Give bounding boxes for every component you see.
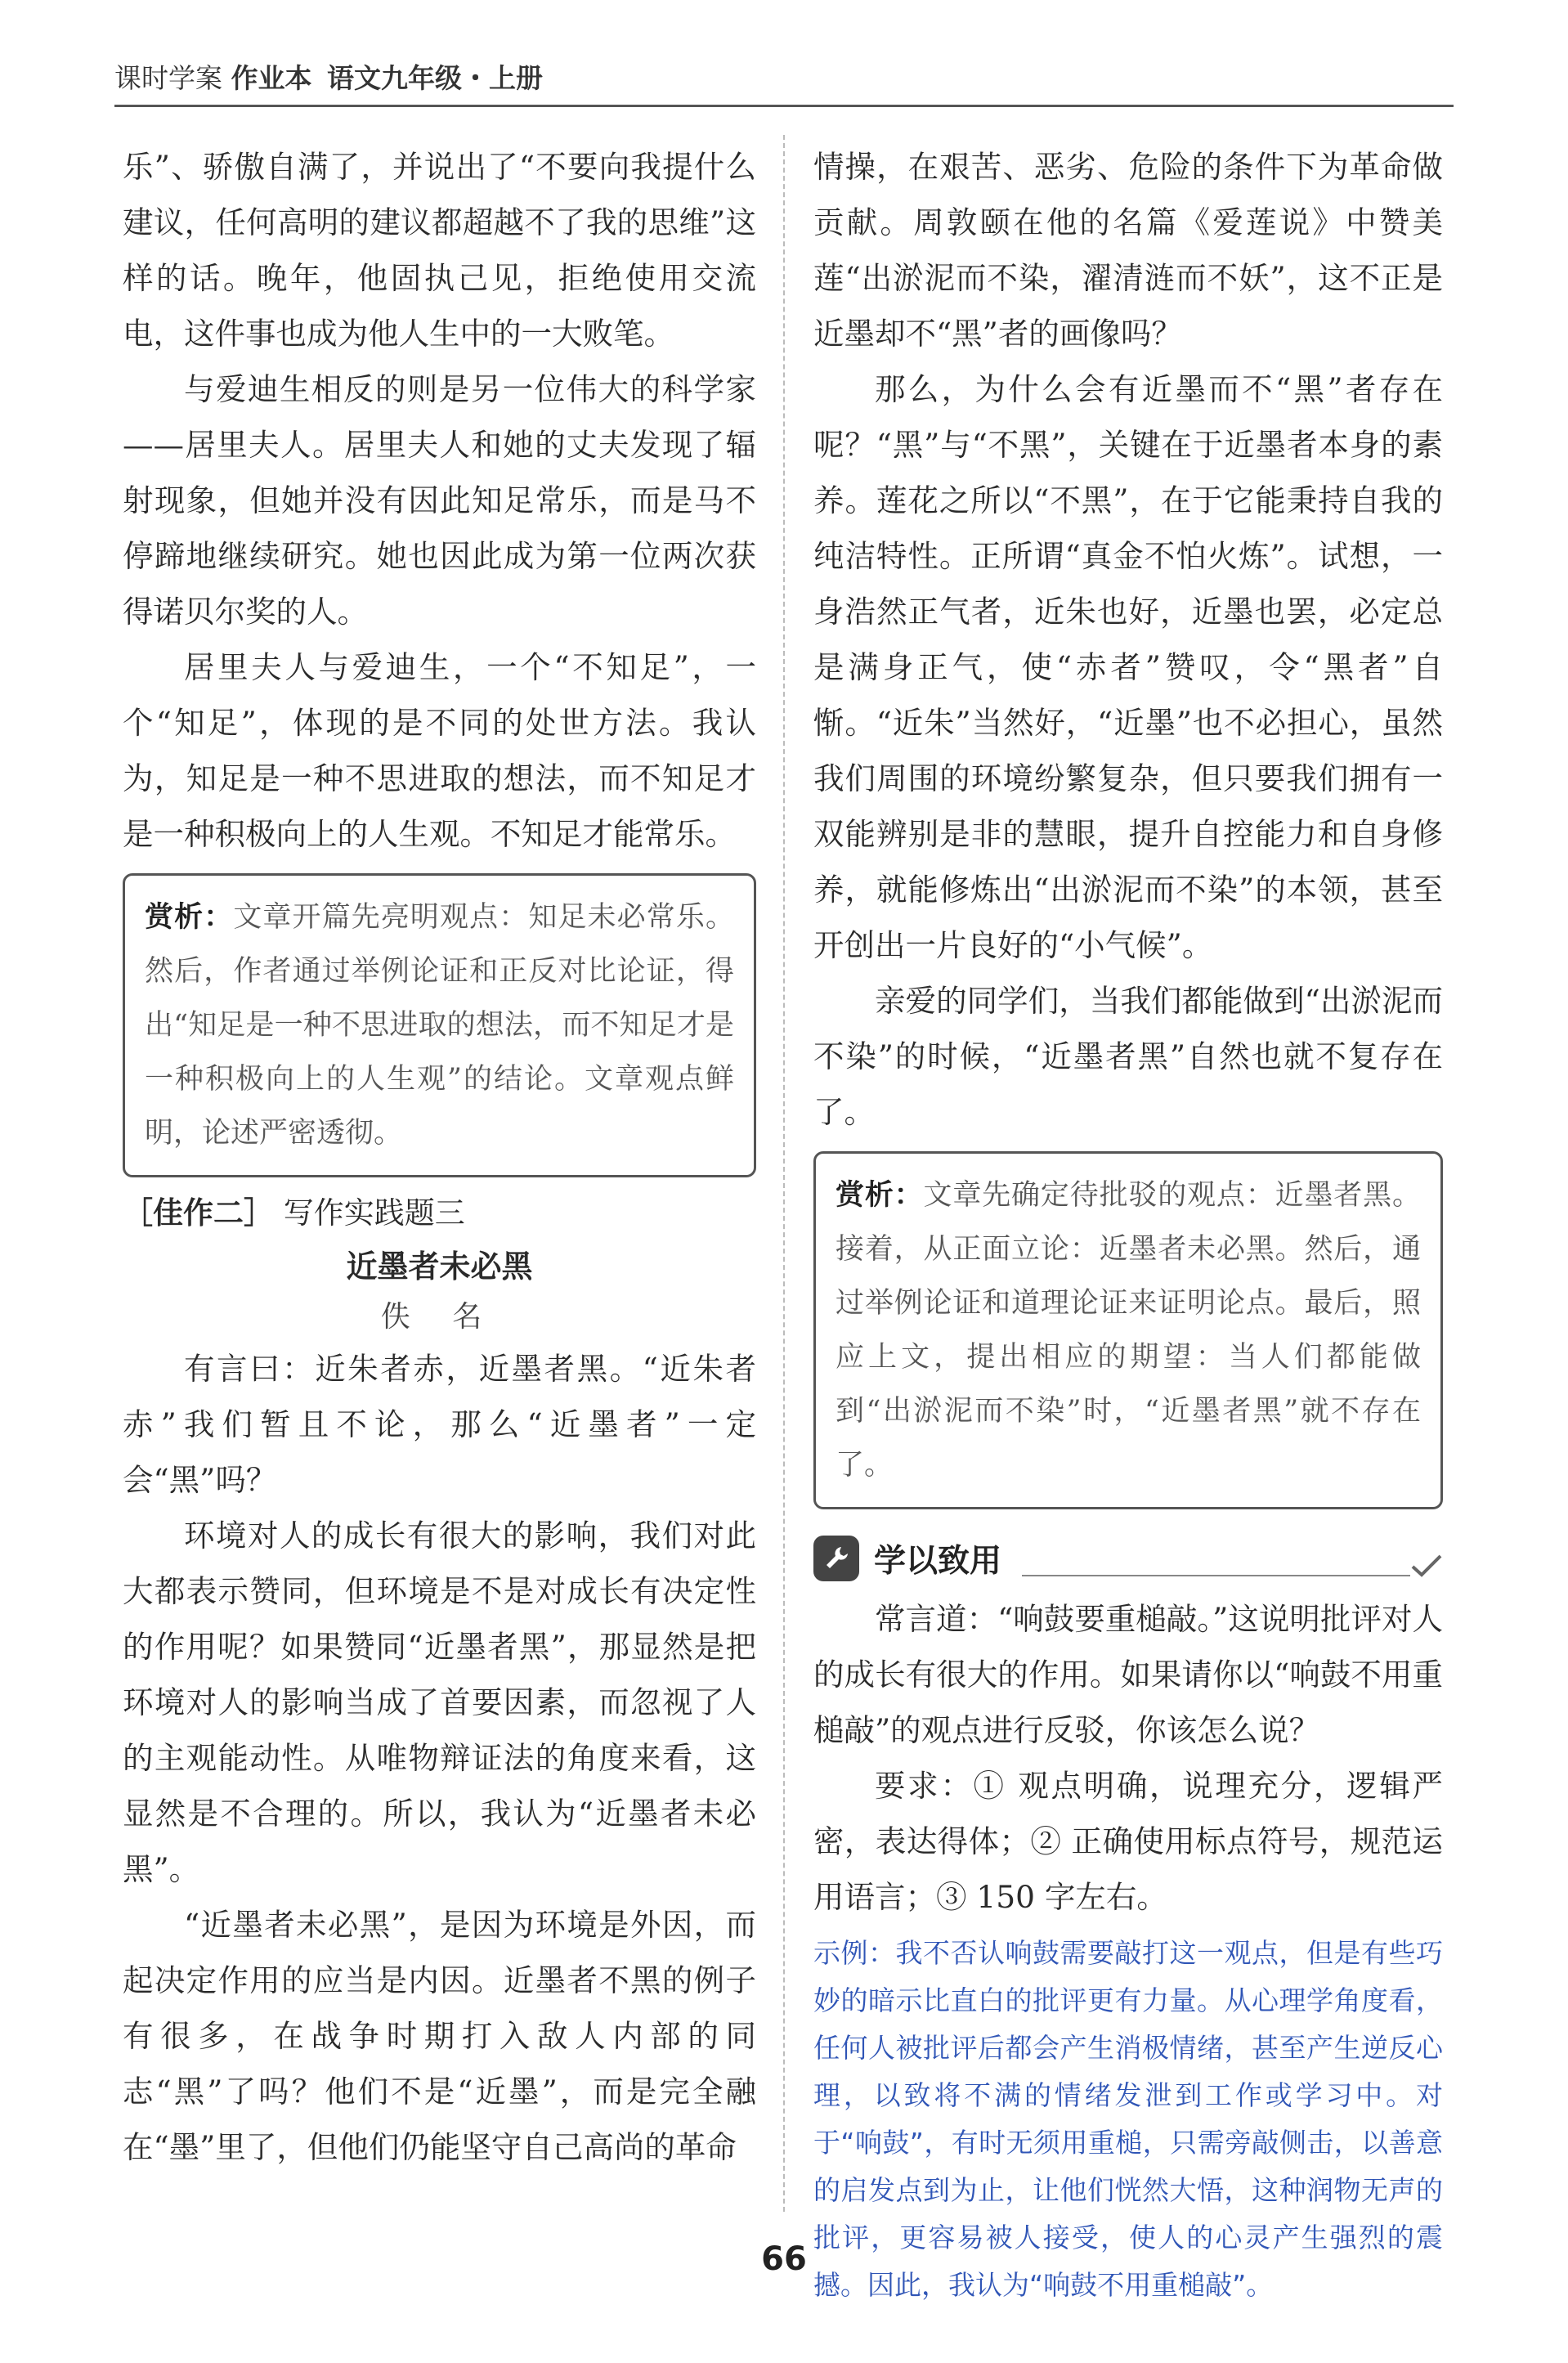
check-icon	[1410, 1554, 1443, 1578]
analysis-label: 赏析：	[145, 901, 234, 934]
section-rule	[1022, 1575, 1410, 1576]
essay-title: 近墨者未必黑	[346, 1249, 533, 1285]
book-type: 作业本	[231, 62, 312, 94]
essay-tag-text: 写作实践题三	[283, 1195, 465, 1231]
page-header	[114, 57, 543, 96]
paragraph: 与爱迪生相反的则是另一位伟大的科学家——居里夫人。居里夫人和她的丈夫发现了辐射现象，但她并没有因此知足常乐，而是马不停蹄地继续研究。她也因此成为第一位两次获得诺贝尔奖的人。	[123, 371, 756, 630]
paragraph: 情操，在艰苦、恶劣、危险的条件下为革命做贡献。周敦颐在他的名篇《爱莲说》中赞美莲“出淤泥而不染，濯清涟而不妖”，这不正是近墨却不“黑”者的画像吗？	[813, 149, 1443, 352]
wrench-icon	[813, 1536, 859, 1581]
analysis-text: 文章先确定待批驳的观点：近墨者黑。接着，从正面立论：近墨者未必黑。然后，通过举例论证和道理论证来证明论点。最后，照应上文，提出相应的期望：当人们都能做到“出淤泥而不染”时，“近墨者黑”就不存在了。	[836, 1179, 1421, 1482]
essay-tag-label: ［佳作二］	[123, 1195, 274, 1231]
paragraph: 有言曰：近朱者赤，近墨者黑。“近朱者赤”我们暂且不论，那么“近墨者”一定会“黑”吗？	[123, 1351, 756, 1498]
left-column	[123, 139, 756, 2175]
paragraph: “近墨者未必黑”，是因为环境是外因，而起决定作用的应当是内因。近墨者不黑的例子有很多，在战争时期打入敌人内部的同志“黑”了吗？他们不是“近墨”，而是完全融在“墨”里了，但他们仍能坚守自己高尚的革命	[123, 1907, 756, 2165]
analysis-label: 赏析：	[836, 1179, 924, 1212]
question-requirements: 要求：① 观点明确，说理充分，逻辑严密，表达得体；② 正确使用标点符号，规范运用语言；③ 150 字左右。	[813, 1768, 1443, 1915]
paragraph: 亲爱的同学们，当我们都能做到“出淤泥而不染”的时候，“近墨者黑”自然也就不复存在了。	[813, 983, 1443, 1130]
header-rule	[114, 105, 1454, 107]
column-divider	[783, 135, 785, 2212]
essay-author: 佚 名	[380, 1300, 499, 1334]
paragraph: 那么，为什么会有近墨而不“黑”者存在呢？“黑”与“不黑”，关键在于近墨者本身的素养。莲花之所以“不黑”，在于它能秉持自我的纯洁特性。正所谓“真金不怕火炼”。试想，一身浩然正气者，近朱也好，近墨也罢，必定总是满身正气，使“赤者”赞叹，令“黑者”自惭。“近朱”当然好，“近墨”也不必担心，虽然我们周围的环境纷繁复杂，但只要我们拥有一双能辨别是非的慧眼，提升自控能力和自身修养，就能修炼出“出淤泥而不染”的本领，甚至开创出一片良好的“小气候”。	[813, 371, 1443, 963]
paragraph: 乐”、骄傲自满了，并说出了“不要向我提什么建议，任何高明的建议都超越不了我的思维”这样的话。晚年，他固执己见，拒绝使用交流电，这件事也成为他人生中的一大败笔。	[123, 149, 756, 352]
analysis-box	[813, 1151, 1443, 1509]
book-subject: 语文九年级・上册	[327, 62, 543, 94]
answer-text: 示例：我不否认响鼓需要敲打这一观点，但是有些巧妙的暗示比直白的批评更有力量。从心理学角度看，任何人被批评后都会产生消极情绪，甚至产生逆反心理，以致将不满的情绪发泄到工作或学习中。对于“响鼓”，有时无须用重槌，只需旁敲侧击，以善意的启发点到为止，让他们恍然大悟，这种润物无声的批评，更容易被人接受，使人的心灵产生强烈的震撼。因此，我认为“响鼓不用重槌敲”。	[813, 1937, 1443, 2301]
question-text: 常言道：“响鼓要重槌敲。”这说明批评对人的成长有很大的作用。如果请你以“响鼓不用重槌敲”的观点进行反驳，你该怎么说？	[813, 1601, 1443, 1748]
section-title: 学以致用	[874, 1543, 1002, 1580]
section-header	[813, 1534, 1443, 1583]
book-series: 课时学案	[114, 62, 222, 94]
page-number: 66	[761, 2240, 807, 2278]
right-column	[813, 139, 1443, 2309]
analysis-box	[123, 873, 756, 1177]
analysis-text: 文章开篇先亮明观点：知足未必常乐。然后，作者通过举例论证和正反对比论证，得出“知足是一种不思进取的想法，而不知足才是一种积极向上的人生观”的结论。文章观点鲜明，论述严密透彻。	[145, 901, 734, 1150]
paragraph: 居里夫人与爱迪生，一个“不知足”，一个“知足”，体现的是不同的处世方法。我认为，知足是一种不思进取的想法，而不知足才是一种积极向上的人生观。不知足才能常乐。	[123, 649, 756, 852]
essay-tag	[123, 1187, 756, 1240]
paragraph: 环境对人的成长有很大的影响，我们对此大都表示赞同，但环境是不是对成长有决定性的作用呢？如果赞同“近墨者黑”，那显然是把环境对人的影响当成了首要因素，而忽视了人的主观能动性。从唯物辩证法的角度来看，这显然是不合理的。所以，我认为“近墨者未必黑”。	[123, 1518, 756, 1887]
